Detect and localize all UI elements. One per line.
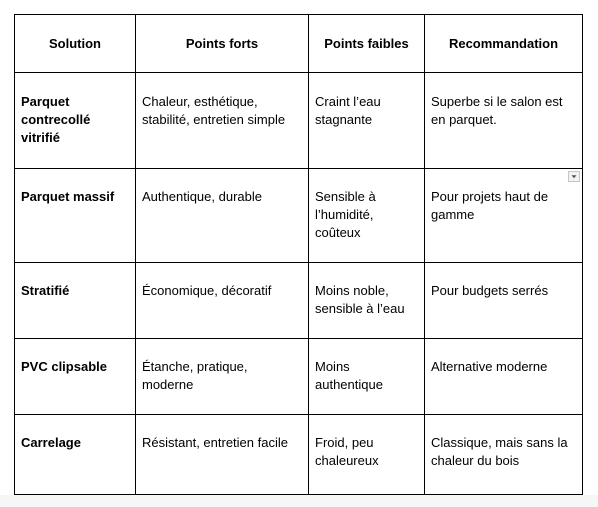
points-faibles-text: Moins noble, sensible à l’eau — [315, 283, 405, 316]
table-header-row — [15, 15, 583, 73]
points-faibles-text: Froid, peu chaleureux — [315, 435, 379, 468]
header-points-faibles: Points faibles — [309, 15, 425, 73]
table-row — [15, 415, 583, 495]
chevron-down-icon — [569, 172, 579, 181]
points-faibles-cell[interactable] — [309, 263, 425, 339]
recommandation-cell[interactable] — [425, 73, 583, 169]
points-forts-text: Authentique, durable — [142, 189, 262, 204]
points-forts-cell[interactable] — [136, 415, 309, 495]
header-points-forts: Points forts — [136, 15, 309, 73]
recommandation-text: Pour projets haut de gamme — [431, 189, 549, 222]
solution-text: Parquet massif — [21, 189, 115, 204]
recommandation-text: Superbe si le salon est en parquet. — [431, 94, 563, 127]
recommandation-cell[interactable] — [425, 415, 583, 495]
table-row — [15, 169, 583, 263]
points-faibles-text: Craint l’eau stagnante — [315, 94, 381, 127]
solution-text: Stratifié — [21, 283, 70, 298]
solution-cell[interactable] — [15, 339, 136, 415]
page-bottom-band — [0, 495, 598, 507]
solution-cell[interactable] — [15, 73, 136, 169]
points-faibles-text: Sensible à l’humidité, coûteux — [315, 189, 376, 240]
recommandation-cell[interactable] — [425, 169, 583, 263]
recommandation-text: Pour budgets serrés — [431, 283, 549, 298]
solution-cell[interactable] — [15, 415, 136, 495]
points-faibles-cell[interactable] — [309, 169, 425, 263]
solution-text: Carrelage — [21, 435, 81, 450]
header-recommandation: Recommandation — [425, 15, 583, 73]
solution-text: Parquet contrecollé vitrifié — [21, 94, 91, 145]
solution-text: PVC clipsable — [21, 359, 107, 374]
recommandation-cell[interactable] — [425, 339, 583, 415]
points-forts-cell[interactable] — [136, 263, 309, 339]
recommandation-text: Alternative moderne — [431, 359, 548, 374]
points-forts-text: Étanche, pratique, moderne — [142, 359, 248, 392]
table-row — [15, 263, 583, 339]
points-faibles-cell[interactable] — [309, 415, 425, 495]
recommandation-cell[interactable] — [425, 263, 583, 339]
points-faibles-text: Moins authentique — [315, 359, 383, 392]
points-forts-cell[interactable] — [136, 73, 309, 169]
header-solution: Solution — [15, 15, 136, 73]
solution-cell[interactable] — [15, 169, 136, 263]
points-faibles-cell[interactable] — [309, 339, 425, 415]
points-faibles-cell[interactable] — [309, 73, 425, 169]
solution-cell[interactable] — [15, 263, 136, 339]
comparison-table — [14, 14, 583, 495]
points-forts-text: Économique, décoratif — [142, 283, 272, 298]
table-row — [15, 339, 583, 415]
recommandation-text: Classique, mais sans la chaleur du bois — [431, 435, 568, 468]
cell-dropdown-button[interactable] — [568, 171, 580, 182]
points-forts-cell[interactable] — [136, 169, 309, 263]
table-row — [15, 73, 583, 169]
points-forts-text: Chaleur, esthétique, stabilité, entretien simple — [142, 94, 286, 127]
points-forts-cell[interactable] — [136, 339, 309, 415]
points-forts-text: Résistant, entretien facile — [142, 435, 288, 450]
